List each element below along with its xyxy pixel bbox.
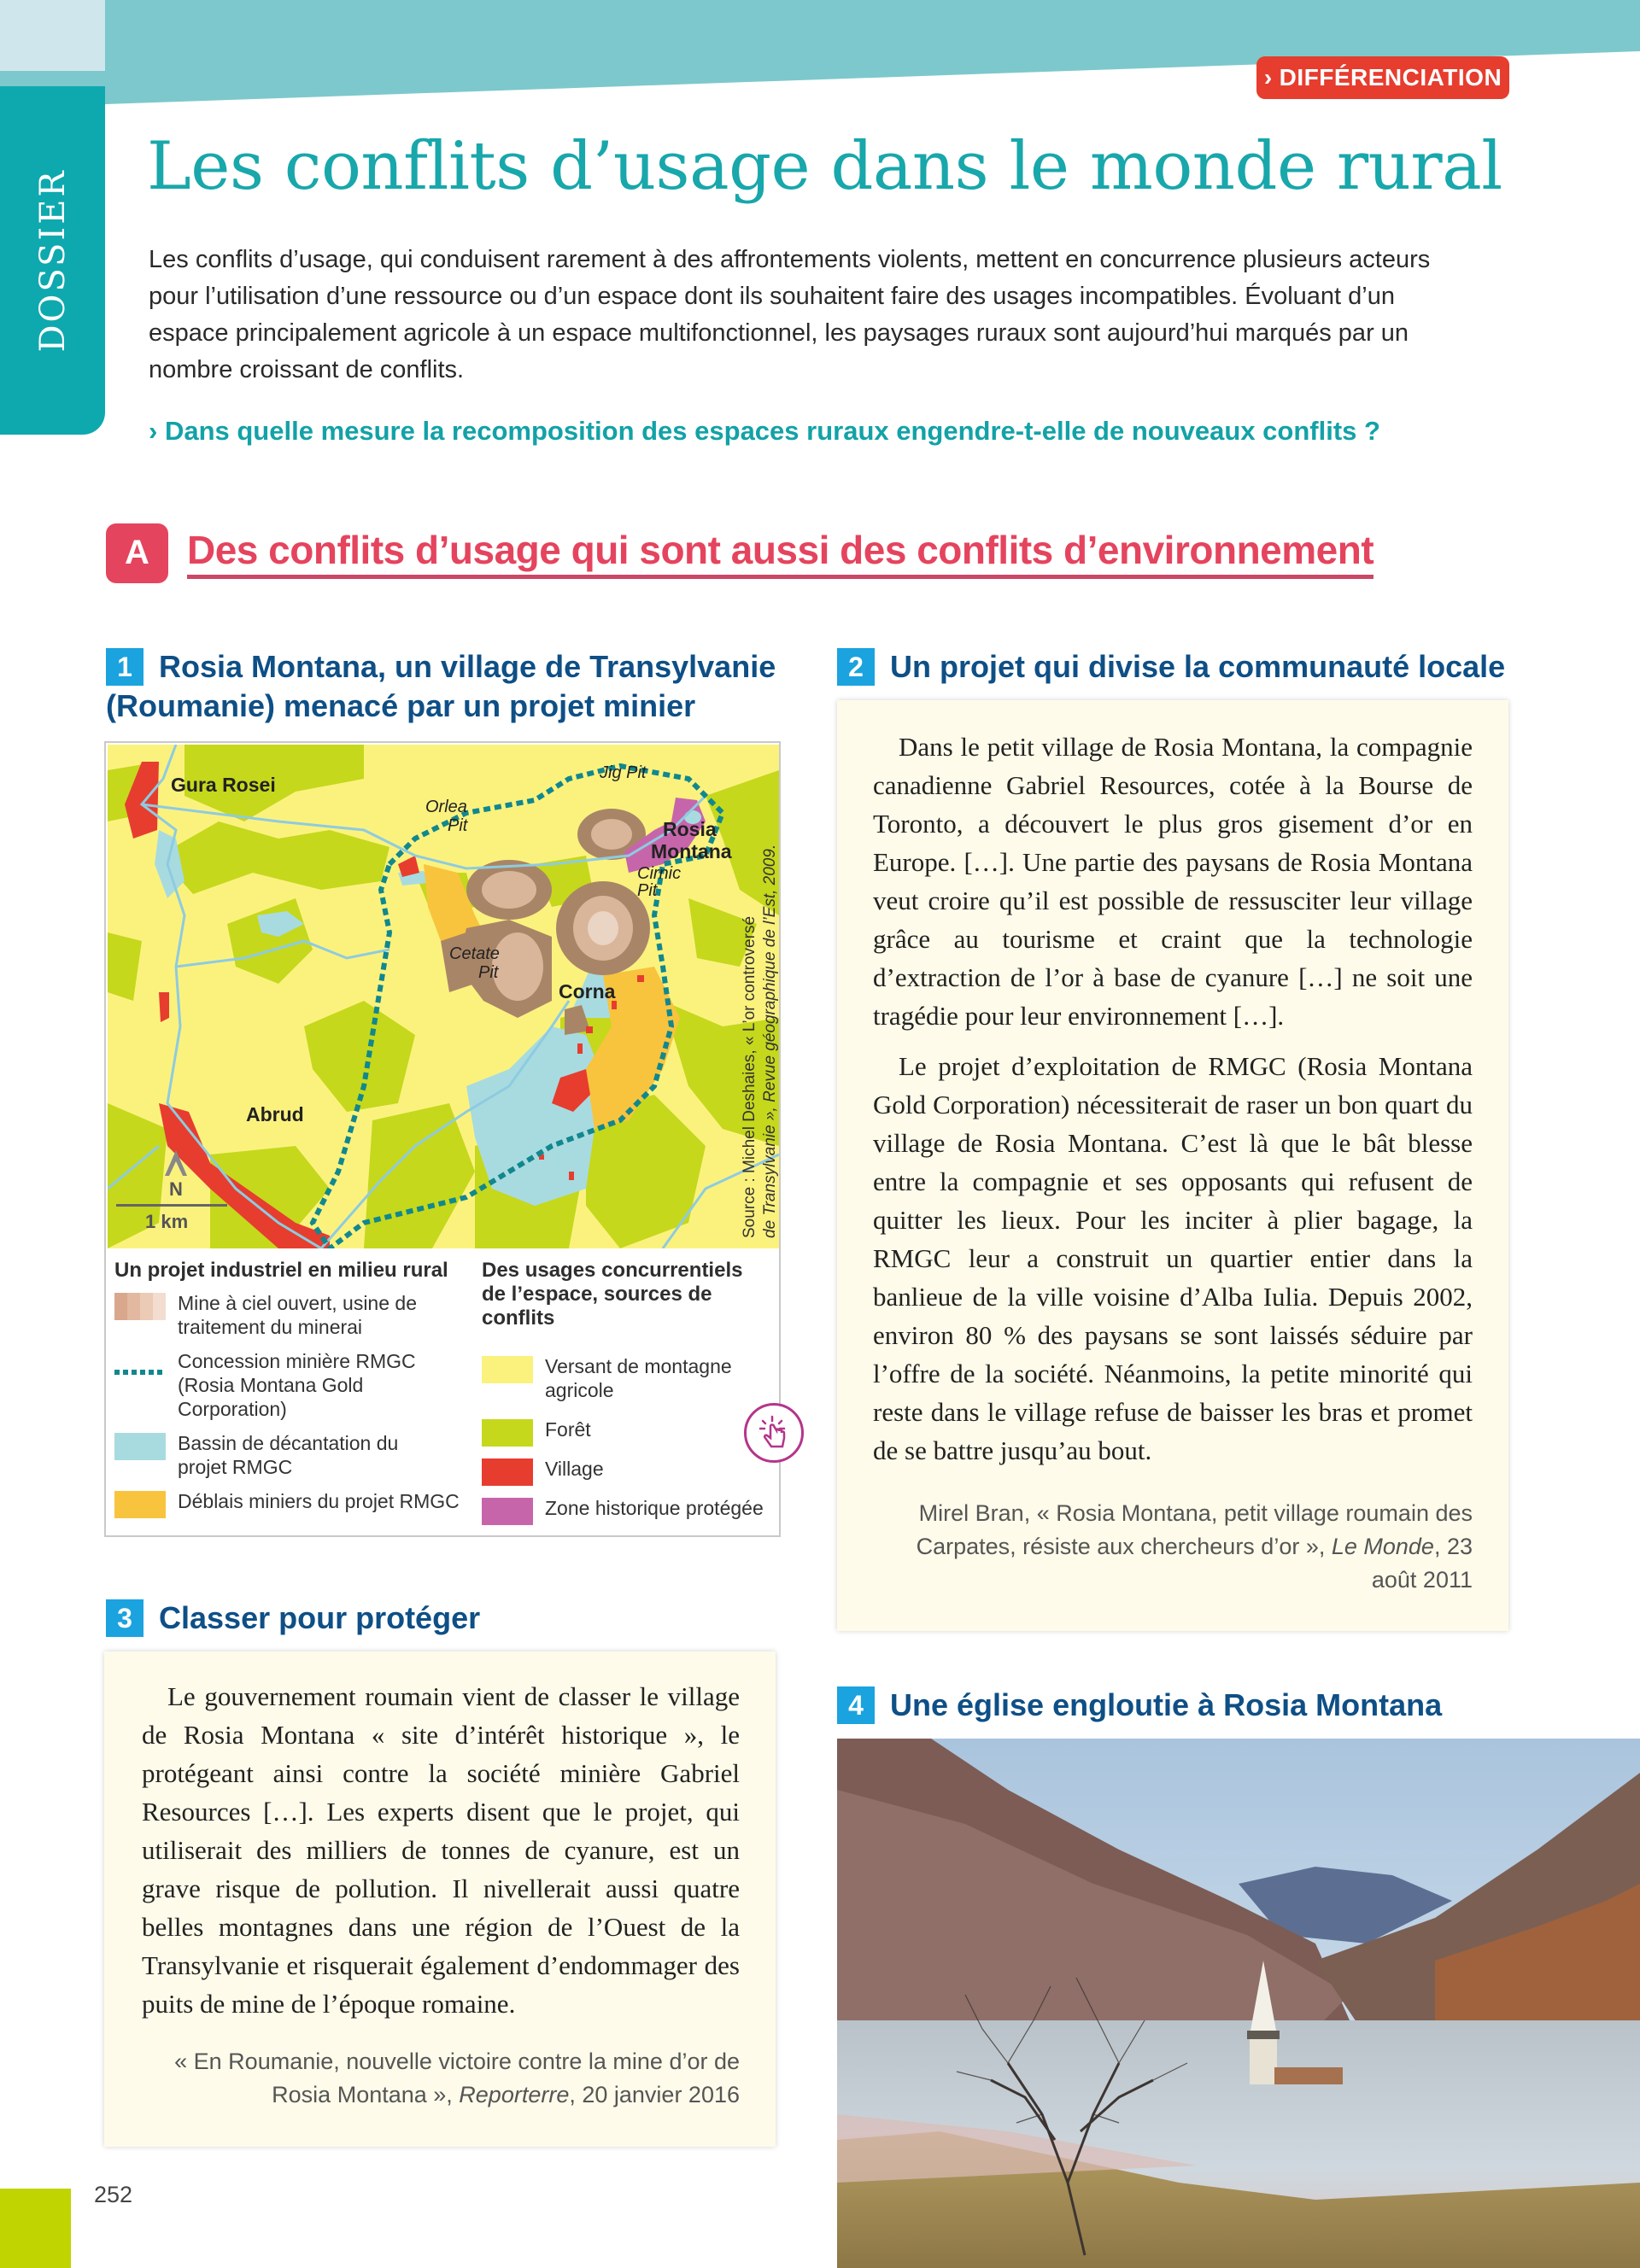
doc-number: 1 [106, 648, 144, 686]
map-figure [104, 741, 781, 1537]
map-label-cirnic: Cirnic [637, 864, 682, 883]
map-label-orlea-pit: Pit [448, 816, 468, 835]
page-number-block [0, 2189, 71, 2268]
legend-item-forest: Forêt [482, 1418, 772, 1447]
legend-item-concession: Concession minière RMGC (Rosia Montana Gold Corporation) [114, 1349, 473, 1421]
map-label-abrud: Abrud [246, 1103, 304, 1125]
map-scale-label: 1 km [145, 1211, 189, 1232]
map-label-cetate: Cetate [449, 944, 500, 963]
legend-swatch [114, 1293, 166, 1320]
corner-accent [0, 0, 105, 71]
legend-swatch [114, 1433, 166, 1460]
legend-swatch [114, 1491, 166, 1518]
legend-item-village: Village [482, 1457, 772, 1486]
intro-paragraph: Les conflits d’usage, qui conduisent rarement à des affrontements violents, mettent en concurrence plusieurs acteurs pour l’utilisation d’une ressource ou d’un espace dont ils souhaitent faire des usages incompatibles. Évoluant d’un espace principalement agricole à un espace multifonctionnel, les paysages ruraux sont aujourd’hui marqués par un nombre croissant de conflits. [149, 246, 1431, 383]
doc2-text-box [837, 700, 1508, 1631]
legend-item-historic: Zone historique protégée [482, 1496, 781, 1525]
doc2-heading [837, 647, 1505, 687]
page-title: Les conflits d’usage dans le monde rural [147, 128, 1502, 205]
doc1-heading [106, 647, 806, 726]
map-label-montana: Montana [651, 840, 732, 862]
doc3-heading [106, 1599, 480, 1638]
doc3-text-box [104, 1651, 776, 2147]
chevron-right-icon: › [1263, 64, 1273, 91]
map-label-rosia: Rosia [663, 818, 717, 840]
doc-number: 3 [106, 1599, 144, 1637]
legend-swatch [482, 1458, 533, 1486]
legend-item-spoil: Déblais miniers du projet RMGC [114, 1489, 473, 1518]
map-source: Source : Michel Deshaies, « L’or controversé de Transylvanie », Revue géographique de l’Est, 2009. [741, 844, 779, 1238]
hand-pointer-glyph [755, 1414, 793, 1452]
doc3-citation: « En Roumanie, nouvelle victoire contre la mine d’or de Rosia Montana », Reporterre, 20 janvier 2016 [174, 2049, 740, 2107]
map-legend [114, 1259, 772, 1532]
dossier-label: DOSSIER [32, 168, 73, 353]
map-label-corna: Corna [559, 980, 616, 1002]
legend-swatch [482, 1498, 533, 1525]
legend-item-agricultural: Versant de montagne agricole [482, 1354, 772, 1402]
doc-title: Un projet qui divise la communauté locale [890, 649, 1506, 684]
question-text: Dans quelle mesure la recomposition des espaces ruraux engendre-t-elle de nouveaux conflits ? [164, 416, 1380, 446]
legend-item-basin: Bassin de décantation du projet RMGC [114, 1431, 473, 1479]
legend-swatch [482, 1356, 533, 1383]
hand-pointer-icon[interactable] [744, 1403, 804, 1463]
map-label-gura-rosei: Gura Rosei [171, 774, 276, 796]
photo-sunken-church [837, 1739, 1640, 2268]
doc4-heading [837, 1686, 1442, 1725]
doc2-citation: Mirel Bran, « Rosia Montana, petit village roumain des Carpates, résiste aux chercheurs d’or », Le Monde, 23 août 2011 [916, 1500, 1473, 1593]
doc3-body: Le gouvernement roumain vient de classer le village de Rosia Montana « site d’intérêt historique », le protégeant ainsi contre la société minière Gabriel Resources […]. Les experts disent que le projet, qui utiliserait des milliers de tonnes de cyanure, est un grave risque de pollution. Il nivellerait aussi quatre belles montagnes dans une région de l’Ouest de la Transylvanie et risquerait également d’endommager des puits de mine de l’époque romaine. [142, 1681, 740, 2019]
legend-col1-title: Un projet industriel en milieu rural [114, 1259, 448, 1282]
map-label-jig-pit: Jig Pit [600, 763, 647, 782]
map-label-cirnic-pit: Pit [637, 881, 658, 900]
chevron-right-icon: › [149, 416, 158, 446]
legend-item-mine: Mine à ciel ouvert, usine de traitement du minerai [114, 1291, 473, 1339]
map-label-cetate-pit: Pit [478, 963, 499, 982]
page-number: 252 [94, 2182, 133, 2207]
map-rosia-montana [108, 745, 779, 1248]
photo-graphic [837, 1739, 1640, 2268]
doc-title: Classer pour protéger [159, 1600, 481, 1635]
differenciation-label: DIFFÉRENCIATION [1279, 64, 1502, 91]
legend-col2-title: Des usages concurrentiels de l’espace, sources de conflits [482, 1259, 743, 1330]
dossier-tab [0, 86, 105, 435]
legend-swatch-dashed [114, 1370, 166, 1375]
doc-title: Rosia Montana, un village de Transylvanie (Roumanie) menacé par un projet minier [106, 649, 776, 723]
doc-number: 4 [837, 1686, 875, 1724]
problem-question [149, 416, 1481, 447]
section-title: Des conflits d’usage qui sont aussi des conflits d’environnement [187, 527, 1374, 579]
doc2-body: Dans le petit village de Rosia Montana, la compagnie canadienne Gabriel Resources, cotée à la Bourse de Toronto, a découvert le plus gros gisement d’or en Europe. […]. Une partie des paysans de Rosia Montana veut croire qu’il est possible de ressusciter leur village grâce au tourisme et craint que la technologie d’extraction de l’or à base de cyanure […] ne soit une tragédie pour leur environnement […]. Le projet d’exploitation de RMGC (Rosia Montana Gold Corporation) nécessiterait de raser un bon quart du village de Rosia Montana. C’est là que le bât blesse entre la compagnie et ses opposants qui refusent de quitter les lieux. Pour les inciter à plier bagage, la RMGC leur a construit un quartier entier dans la banlieue de la ville voisine d’Alba Iulia. Depuis 2002, environ 80 % des paysans se sont laissés séduire par l’offre de la société. Néanmoins, la petite minorité qui reste dans le village refuse de baisser les bras et promet de se battre jusqu’au bout. [873, 732, 1473, 1465]
svg-text:N: N [169, 1178, 183, 1200]
doc-title: Une église engloutie à Rosia Montana [890, 1687, 1443, 1722]
map-label-orlea: Orlea [425, 798, 467, 816]
differenciation-badge[interactable] [1256, 56, 1509, 99]
section-a-heading [106, 521, 1374, 585]
legend-swatch [482, 1419, 533, 1447]
doc-number: 2 [837, 648, 875, 686]
section-letter: A [106, 523, 168, 583]
